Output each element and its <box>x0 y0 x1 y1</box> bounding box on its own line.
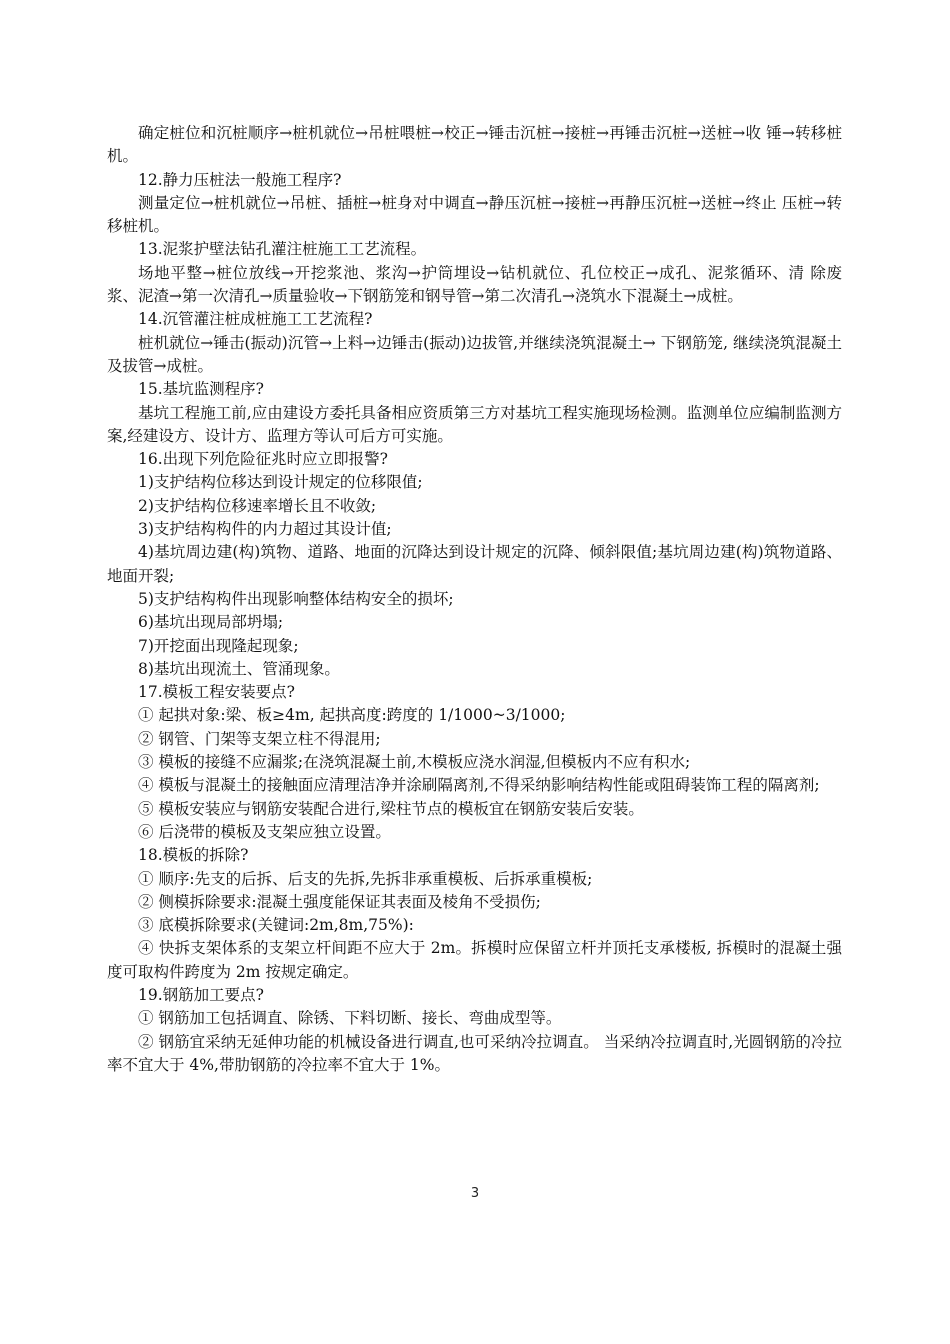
paragraph: 基坑工程施工前,应由建设方委托具备相应资质第三方对基坑工程实施现场检测。监测单位应编制监测方案,经建设方、设计方、监理方等认可后方可实施。 <box>107 403 842 445</box>
paragraph: ① 顺序:先支的后拆、后支的先拆,先拆非承重模板、后拆承重模板; <box>138 869 593 888</box>
paragraph: ③ 底模拆除要求(关键词:2m,8m,75%): <box>138 916 414 935</box>
paragraph: 2)支护结构位移速率增长且不收敛; <box>138 496 377 515</box>
paragraph: 确定桩位和沉桩顺序→桩机就位→吊桩喂桩→校正→锤击沉桩→接桩→再锤击沉桩→送桩→收 锤→转移桩机。 <box>107 124 842 166</box>
paragraph: 15.基坑监测程序? <box>138 380 264 399</box>
paragraph: 14.沉管灌注桩成桩施工工艺流程? <box>138 310 373 329</box>
paragraph: 3)支护结构构件的内力超过其设计值; <box>138 520 392 539</box>
paragraph: 16.出现下列危险征兆时应立即报警? <box>138 450 388 469</box>
paragraph: 12.静力压桩法一般施工程序? <box>138 170 342 189</box>
paragraph: 测量定位→桩机就位→吊桩、插桩→桩身对中调直→静压沉桩→接桩→再静压沉桩→送桩→终止 压桩→转移桩机。 <box>107 193 842 236</box>
paragraph: 19.钢筋加工要点? <box>138 985 264 1004</box>
paragraph: ⑤ 模板安装应与钢筋安装配合进行,梁柱节点的模板宜在钢筋安装后安装。 <box>138 799 644 818</box>
paragraph: 1)支护结构位移达到设计规定的位移限值; <box>138 473 423 492</box>
paragraph: 13.泥浆护壁法钻孔灌注桩施工工艺流程。 <box>138 240 427 259</box>
paragraph: 7)开挖面出现隆起现象; <box>138 636 299 655</box>
paragraph: 桩机就位→锤击(振动)沉管→上料→边锤击(振动)边拔管,并继续浇筑混凝土→ 下钢筋笼, 继续浇筑混凝土及拔管→成桩。 <box>107 333 842 375</box>
paragraph: ③ 模板的接缝不应漏浆;在浇筑混凝土前,木模板应浇水润湿,但模板内不应有积水; <box>138 753 691 772</box>
page-body <box>107 122 842 1077</box>
paragraph: ④ 模板与混凝土的接触面应清理洁净并涂刷隔离剂,不得采纳影响结构性能或阻碍装饰工程的隔离剂; <box>138 776 820 795</box>
paragraph: ② 钢管、门架等支架立柱不得混用; <box>138 729 381 748</box>
paragraph: 6)基坑出现局部坍塌; <box>138 613 284 632</box>
paragraph: ① 起拱对象:梁、板≥4m, 起拱高度:跨度的 1/1000~3/1000; <box>138 706 566 725</box>
paragraph: 5)支护结构构件出现影响整体结构安全的损坏; <box>138 589 454 608</box>
page-number: 3 <box>470 1186 480 1201</box>
paragraph: 8)基坑出现流土、管涌现象。 <box>138 659 340 678</box>
paragraph: ⑥ 后浇带的模板及支架应独立设置。 <box>138 822 391 841</box>
paragraph: ② 钢筋宜采纳无延伸功能的机械设备进行调直,也可采纳冷拉调直。 当采纳冷拉调直时,光圆钢筋的冷拉率不宜大于 4%,带肋钢筋的冷拉率不宜大于 1%。 <box>107 1032 842 1074</box>
paragraph: ② 侧模拆除要求:混凝土强度能保证其表面及棱角不受损伤; <box>138 892 541 911</box>
paragraph: 4)基坑周边建(构)筑物、道路、地面的沉降达到设计规定的沉降、倾斜限值;基坑周边建(构)筑物道路、地面开裂; <box>107 543 842 585</box>
paragraph: ① 钢筋加工包括调直、除锈、下料切断、接长、弯曲成型等。 <box>138 1009 562 1028</box>
paragraph: ④ 快拆支架体系的支架立杆间距不应大于 2m。拆模时应保留立杆并顶托支承楼板, 拆模时的混凝土强度可取构件跨度为 2m 按规定确定。 <box>107 939 842 981</box>
paragraph: 场地平整→桩位放线→开挖浆池、浆沟→护筒埋设→钻机就位、孔位校正→成孔、泥浆循环、清 除废浆、泥渣→第一次清孔→质量验收→下钢筋笼和钢导管→第二次清孔→浇筑水下混凝土→成桩。 <box>107 263 842 306</box>
paragraph: 18.模板的拆除? <box>138 846 249 865</box>
paragraph: 17.模板工程安装要点? <box>138 683 295 702</box>
